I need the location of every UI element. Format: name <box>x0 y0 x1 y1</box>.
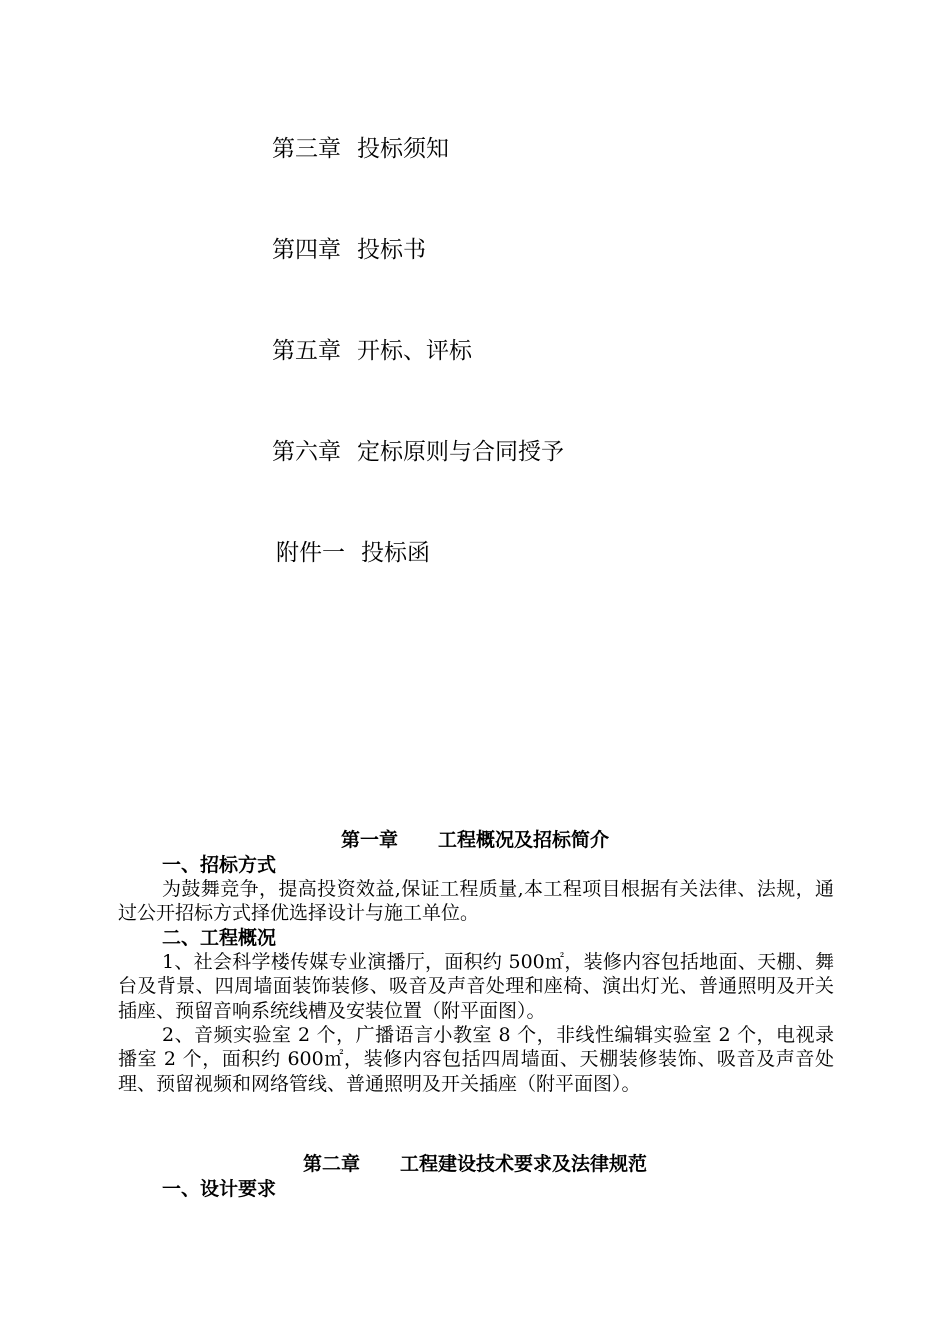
paragraph-project-item-2: 2、音频实验室 2 个，广播语言小教室 8 个，非线性编辑实验室 2 个，电视录播室 2 个，面积约 600㎡，装修内容包括四周墙面、天棚装修装饰、吸音及声音处理、预留视频和网络管线、普通照明及开关插座（附平面图）。 <box>118 1024 834 1095</box>
toc-number: 第六章 <box>272 439 341 465</box>
section-heading-design-requirements: 一、设计要求 <box>162 1178 277 1200</box>
toc-item-appendix-1 <box>276 538 430 568</box>
chapter-2-heading <box>0 1152 950 1176</box>
chapter-title: 工程建设技术要求及法律规范 <box>400 1153 648 1175</box>
toc-number: 第四章 <box>272 237 341 263</box>
toc-title: 投标函 <box>361 540 430 566</box>
toc-item-chapter-4 <box>272 235 426 265</box>
section-heading-project-overview: 二、工程概况 <box>162 927 277 949</box>
paragraph-project-item-1: 1、社会科学楼传媒专业演播厅，面积约 500㎡，装修内容包括地面、天棚、舞台及背景、四周墙面装饰装修、吸音及声音处理和座椅、演出灯光、普通照明及开关插座、预留音响系统线槽及安装位置（附平面图）。 <box>118 951 834 1022</box>
paragraph-bidding-method: 为鼓舞竞争，提高投资效益,保证工程质量,本工程项目根据有关法律、法规，通过公开招标方式择优选择设计与施工单位。 <box>118 878 834 925</box>
section-heading-bidding-method: 一、招标方式 <box>162 854 277 876</box>
toc-title: 开标、评标 <box>357 338 472 364</box>
toc-number: 第五章 <box>272 338 341 364</box>
toc-title: 投标须知 <box>357 136 449 162</box>
toc-title: 投标书 <box>357 237 426 263</box>
chapter-number: 第二章 <box>302 1153 360 1175</box>
toc-title: 定标原则与合同授予 <box>357 439 564 465</box>
toc-item-chapter-6 <box>272 437 564 467</box>
chapter-title: 工程概况及招标简介 <box>438 829 610 851</box>
chapter-1-heading <box>0 828 950 852</box>
chapter-number: 第一章 <box>340 829 398 851</box>
toc-number: 附件一 <box>276 540 345 566</box>
toc-number: 第三章 <box>272 136 341 162</box>
toc-item-chapter-5 <box>272 336 472 366</box>
toc-item-chapter-3 <box>272 134 449 164</box>
